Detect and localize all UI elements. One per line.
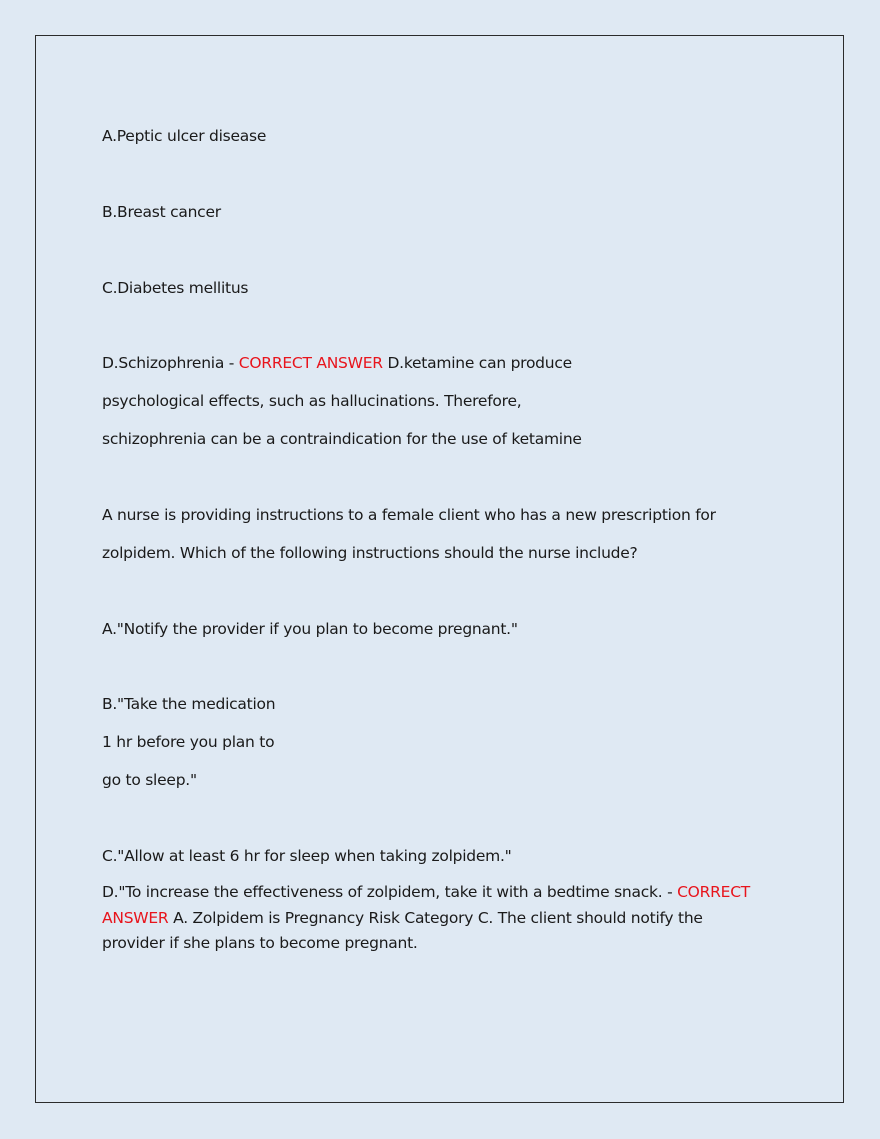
option-d-schizophrenia: D.Schizophrenia - bbox=[102, 354, 239, 372]
option-b-line-1: B."Take the medication bbox=[102, 695, 276, 713]
option-c-diabetes: C.Diabetes mellitus bbox=[102, 279, 249, 297]
correct-answer-label-2: CORRECT ANSWER bbox=[102, 883, 751, 927]
option-d-answer-block bbox=[102, 880, 762, 957]
question-stem-line-1: A nurse is providing instructions to a female client who has a new prescription for bbox=[102, 506, 716, 524]
option-b-line-2: 1 hr before you plan to bbox=[102, 733, 275, 751]
option-d-answer-line bbox=[102, 353, 572, 373]
correct-answer-label: CORRECT ANSWER bbox=[238, 354, 383, 372]
question-stem-line-2: zolpidem. Which of the following instructions should the nurse include? bbox=[102, 544, 638, 562]
option-c-allow-sleep: C."Allow at least 6 hr for sleep when taking zolpidem." bbox=[102, 847, 512, 865]
answer-rationale-line-3: schizophrenia can be a contraindication for the use of ketamine bbox=[102, 430, 582, 448]
answer-rationale-zolpidem: A. Zolpidem is Pregnancy Risk Category C. The client should notify the provider if she plans to become pregnant. bbox=[102, 908, 703, 952]
option-b-breast-cancer: B.Breast cancer bbox=[102, 203, 221, 221]
option-b-line-3: go to sleep." bbox=[102, 771, 197, 789]
option-a-peptic-ulcer: A.Peptic ulcer disease bbox=[102, 127, 267, 145]
answer-rationale-line-2: psychological effects, such as hallucinations. Therefore, bbox=[102, 392, 522, 410]
option-d-bedtime-snack: D."To increase the effectiveness of zolpidem, take it with a bedtime snack. - bbox=[102, 883, 678, 901]
option-a-notify-provider: A."Notify the provider if you plan to become pregnant." bbox=[102, 620, 518, 638]
answer-rationale-start: D.ketamine can produce bbox=[382, 354, 572, 372]
